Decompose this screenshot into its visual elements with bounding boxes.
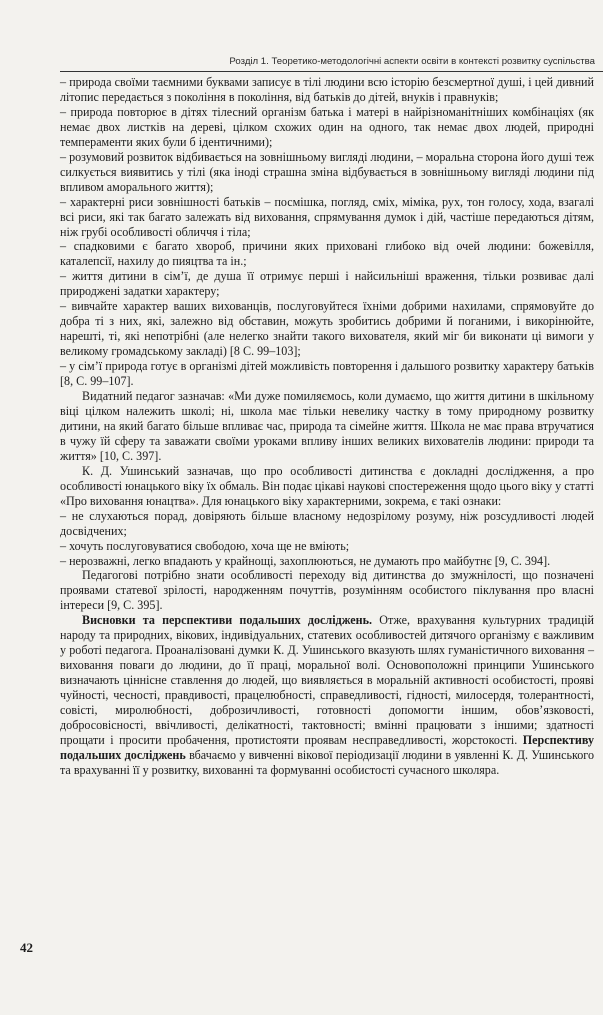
list-item: – природа повторює в дітях тілесний організм батька і матері в найрізноманітніших комбінаціях (як немає двох листків на дереві, цілком схожих один на одного, так немає двох людей, природні темпераменти яких були б ідентичними); xyxy=(60,104,594,149)
list-item: – розумовий розвиток відбивається на зовнішньому вигляді людини, – моральна сторона його душі теж силкується виявитись у тілі (яка іноді страшна зміна відбувається в зовнішньому вигляді людини під впливом аморального життя); xyxy=(60,149,594,194)
list-item: – спадковими є багато хвороб, причини яких приховані глибоко від очей людини: божевілля, каталепсії, нахилу до пияцтва та ін.; xyxy=(60,239,594,269)
conclusion-heading: Висновки та перспективи подальших досліджень. xyxy=(82,613,373,628)
list-item: – життя дитини в сім’ї, де душа її отримує перші і найсильніші враження, тільки розвиває далі природжені задатки характеру; xyxy=(60,269,594,299)
paragraph: К. Д. Ушинський зазначав, що про особливості дитинства є докладні дослідження, а про особливості юнацького віку їх обмаль. Він подає цікаві наукові спостереження щодо цього віку у статті «Про виховання юнацтва». Для юнацького віку характерними, зокрема, є такі ознаки: xyxy=(60,463,594,508)
paragraph: Видатний педагог зазначав: «Ми дуже помиляємось, коли думаємо, що життя дитини в шкільному віці цілком належить школі; ні, школа має тільки невелику частку в тому природному розвитку дитини, на який багато більше впливає час, природа та сімейне життя. Школа не має права втручатися в чужу їй сферу та заважати своїми уроками впливу інших великих вихователів людини: природи та життя» [10, С. 397]. xyxy=(60,389,594,463)
list-item: – не слухаються порад, довіряють більше власному недозрілому розуму, ніж розсудливості людей досвідчених; xyxy=(60,508,594,538)
list-item: – характерні риси зовнішності батьків – посмішка, погляд, сміх, міміка, рух, тон голосу, хода, взагалі всі риси, які так багато залежать від виховання, спрямування думок і дій, частіше передаються дітям, ніж грубі особливості обличчя і тіла; xyxy=(60,194,594,239)
conclusion-paragraph xyxy=(60,613,594,777)
page-number: 42 xyxy=(20,940,33,955)
header-rule xyxy=(60,71,603,72)
running-header: Розділ 1. Теоретико-методологічні аспекти освіти в контексті розвитку суспільства xyxy=(229,56,595,67)
list-item: – хочуть послуговуватися свободою, хоча ще не вміють; xyxy=(60,538,350,553)
paragraph: Педагогові потрібно знати особливості переходу від дитинства до змужнілості, що позначені проявами статевої зрілості, народженням почуттів, розумінням особистого піклування про власні інтереси [9, С. 395]. xyxy=(60,568,594,613)
perspective-heading: Перспективу подальших досліджень xyxy=(60,732,594,762)
list-item: – вивчайте характер ваших вихованців, послуговуйтеся їхніми добрими нахилами, спрямовуйте до добра ті з них, які, залежно від обставин, можуть зробитись добрими й поганими, і викорінюйте, нарешті, ті, які непотрібні (але нелегко знайти такого вихователя, який міг би виконати ці вимоги у великому громадському закладі) [8 С. 99–103]; xyxy=(60,299,594,359)
list-item: – нерозважні, легко впадають у крайнощі, захоплюються, не думають про майбутнє [9, С. 394]. xyxy=(60,553,551,568)
list-item: – у сім’ї природа готує в організмі дітей можливість повторення і дальшого розвитку характеру батьків [8, С. 99–107]. xyxy=(60,359,594,389)
body-text xyxy=(60,75,594,778)
perspective-text: вбачаємо у вивченні вікової періодизації людини в уявленні К. Д. Ушинського та врахуванні її у розвитку, вихованні та формуванні особистості сучасного школяра. xyxy=(60,747,594,777)
list-item: – природа своїми таємними буквами записує в тілі людини всю історію безсмертної душі, і цей дивний літопис передається з покоління в покоління, від батьків до дітей, внуків і правнуків; xyxy=(60,75,594,104)
conclusion-text: Отже, врахування культурних традицій народу та природних, вікових, індивідуальних, статевих особливостей дитячого організму є важливим у роботі педагога. Проаналізовані думки К. Д. Ушинського вказують шлях гуманістичного виховання – виховання поваги до людини, до її праці, моральної волі. Основоположні принципи Ушинського визначають ціннісне ставлення до людей, що виявляється в моральній активності особистості, прояві чуйності, чесності, правдивості, працелюбності, справедливості, гідності, милосердя, толерантності, совісті, миролюбності, доброзичливості, готовності допомогти іншим, обов’язковості, добросовісності, ввічливості, делікатності, тактовності; вмінні працювати з іншими; здатності прощати і просити пробачення, протистояти проявам несправедливості, жорстокості. xyxy=(60,613,594,747)
